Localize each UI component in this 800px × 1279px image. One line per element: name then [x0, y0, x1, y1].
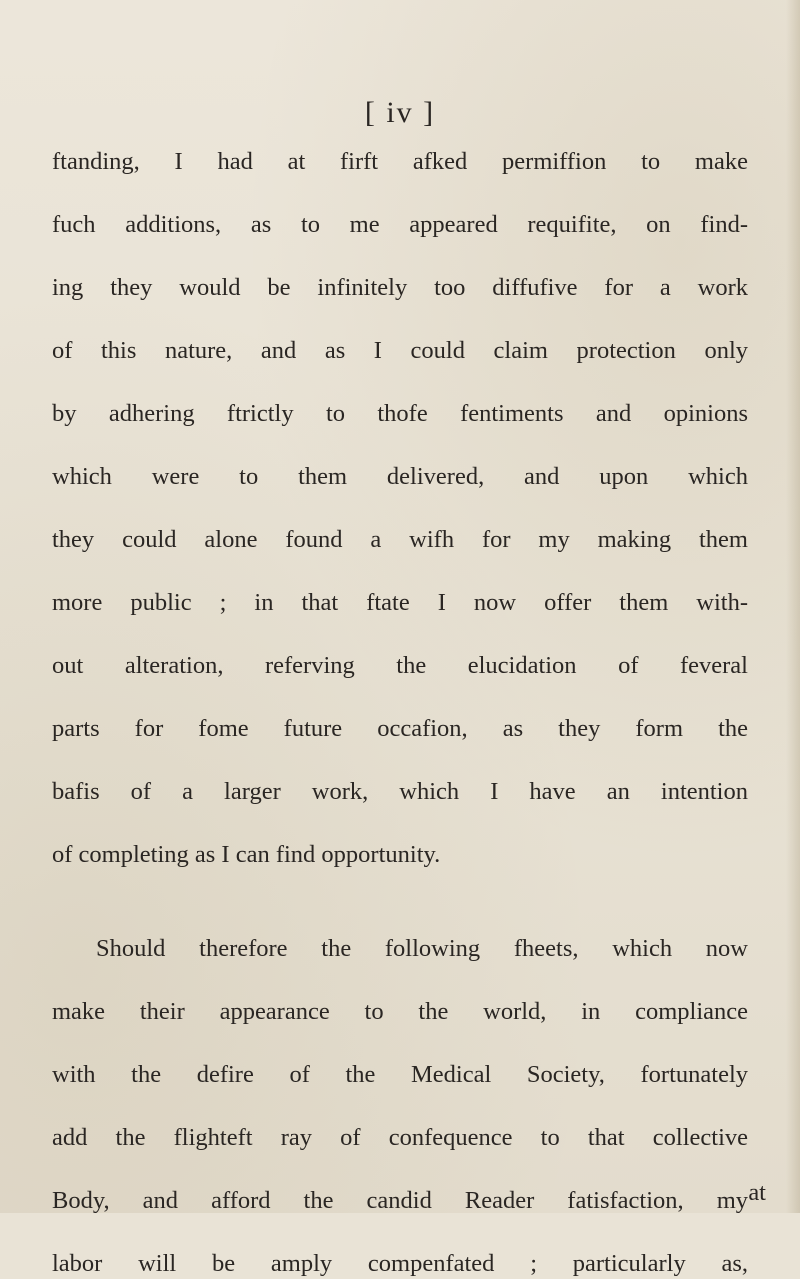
text-line: Should therefore the following fheets, which now — [96, 935, 748, 962]
text-line: out alteration, referving the elucidation of feveral — [52, 652, 748, 679]
text-line: add the flighteft ray of confequence to that collective — [52, 1124, 748, 1151]
text-line: ing they would be infinitely too diffufive for a work — [52, 274, 748, 301]
text-line: parts for fome future occafion, as they form the — [52, 715, 748, 742]
text-line: they could alone found a wifh for my making them — [52, 526, 748, 553]
text-line: of completing as I can find opportunity. — [52, 841, 441, 868]
text-line: of this nature, and as I could claim protection only — [52, 337, 748, 364]
text-line: with the defire of the Medical Society, fortunately — [52, 1061, 748, 1088]
page-edge-shadow — [786, 0, 800, 1213]
text-line: ftanding, I had at firft afked permiffion to make — [52, 148, 748, 175]
text-line: which were to them delivered, and upon which — [52, 463, 748, 490]
page-number-header: [ iv ] — [364, 96, 436, 129]
text-line: by adhering ftrictly to thofe fentiments and opinions — [52, 400, 748, 427]
catchword: at — [748, 1179, 766, 1206]
text-line: make their appearance to the world, in compliance — [52, 998, 748, 1025]
text-line: labor will be amply compenfated ; particularly as, — [52, 1250, 748, 1277]
text-line: bafis of a larger work, which I have an intention — [52, 778, 748, 805]
text-line: more public ; in that ftate I now offer them with- — [52, 589, 748, 616]
text-line: Body, and afford the candid Reader fatisfaction, my — [52, 1187, 748, 1214]
text-line: fuch additions, as to me appeared requifite, on find- — [52, 211, 748, 238]
